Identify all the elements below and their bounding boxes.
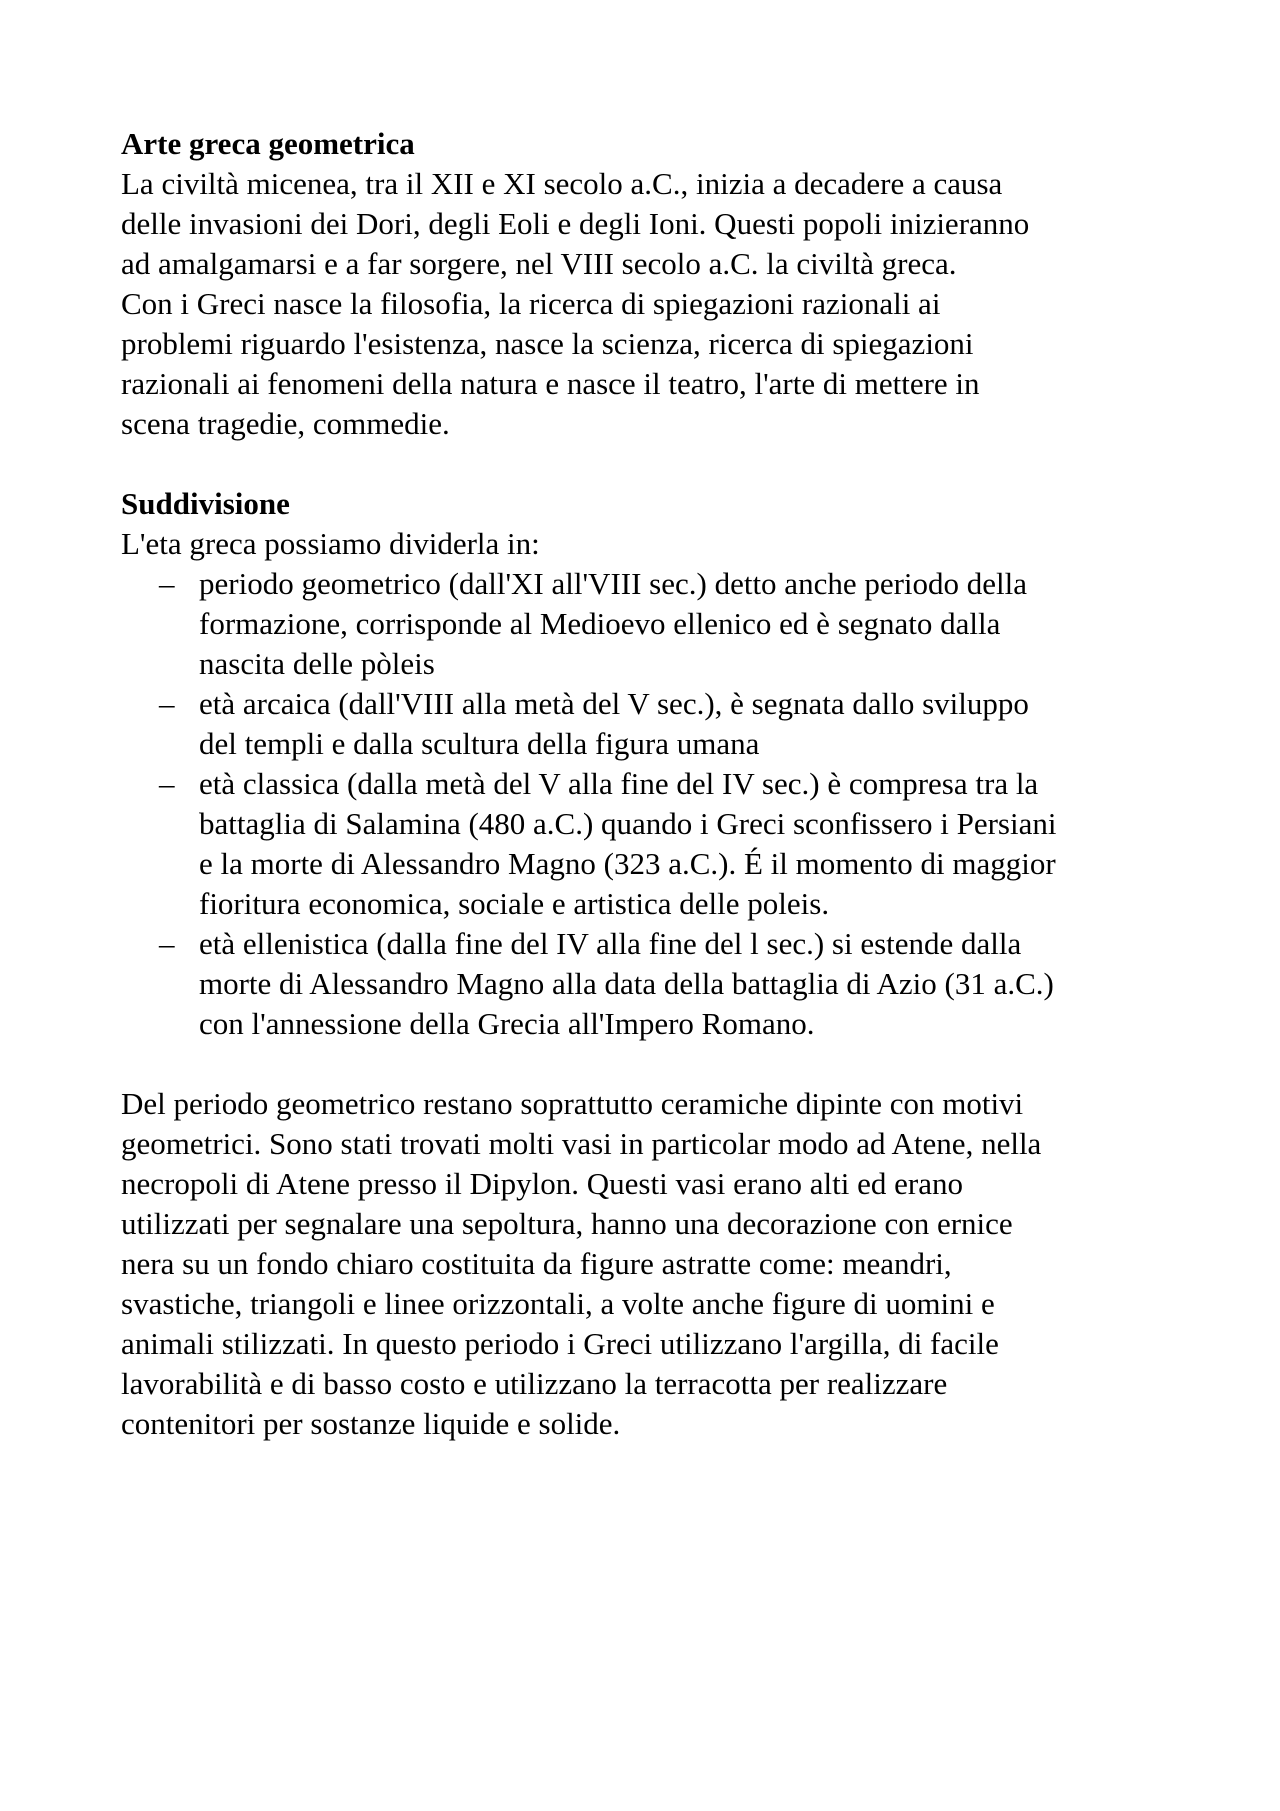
paragraph-spacer bbox=[121, 1044, 1181, 1084]
geometric-period-paragraph bbox=[121, 1084, 1181, 1444]
paragraph-line: geometrici. Sono stati trovati molti vasi in particolar modo ad Atene, nella bbox=[121, 1126, 1042, 1161]
list-item-eta-ellenistica bbox=[121, 924, 1181, 1044]
list-item-line: periodo geometrico (dall'XI all'VIII sec.) detto anche periodo della bbox=[199, 566, 1028, 601]
paragraph-line: ad amalgamarsi e a far sorgere, nel VIII secolo a.C. la civiltà greca. bbox=[121, 246, 957, 281]
document-content bbox=[121, 124, 1181, 1444]
list-item-line: battaglia di Salamina (480 a.C.) quando i Greci sconfissero i Persiani bbox=[199, 806, 1057, 841]
list-item-line: morte di Alessandro Magno alla data della battaglia di Azio (31 a.C.) bbox=[199, 966, 1054, 1001]
list-item-line: fioritura economica, sociale e artistica delle poleis. bbox=[199, 886, 830, 921]
paragraph-line: Con i Greci nasce la filosofia, la ricerca di spiegazioni razionali ai bbox=[121, 286, 941, 321]
dash-bullet: – bbox=[159, 926, 175, 961]
list-item-eta-classica bbox=[121, 764, 1181, 924]
section-title-suddivisione: Suddivisione bbox=[121, 486, 290, 521]
paragraph-line: lavorabilità e di basso costo e utilizzano la terracotta per realizzare bbox=[121, 1366, 948, 1401]
paragraph-line: problemi riguardo l'esistenza, nasce la scienza, ricerca di spiegazioni bbox=[121, 326, 974, 361]
list-item-line: età arcaica (dall'VIII alla metà del V sec.), è segnata dallo sviluppo bbox=[199, 686, 1029, 721]
dash-bullet: – bbox=[159, 766, 175, 801]
paragraph-line: razionali ai fenomeni della natura e nasce il teatro, l'arte di mettere in bbox=[121, 366, 980, 401]
list-intro: L'eta greca possiamo dividerla in: bbox=[121, 526, 540, 561]
paragraph-line: utilizzati per segnalare una sepoltura, hanno una decorazione con ernice bbox=[121, 1206, 1013, 1241]
paragraph-line: animali stilizzati. In questo periodo i Greci utilizzano l'argilla, di facile bbox=[121, 1326, 999, 1361]
paragraph-line: contenitori per sostanze liquide e solide. bbox=[121, 1406, 621, 1441]
list-item-line: formazione, corrisponde al Medioevo ellenico ed è segnato dalla bbox=[199, 606, 1001, 641]
dash-bullet: – bbox=[159, 566, 175, 601]
section-title-arte-greca-geometrica: Arte greca geometrica bbox=[121, 126, 415, 161]
list-item-line: nascita delle pòleis bbox=[199, 646, 435, 681]
paragraph-line: delle invasioni dei Dori, degli Eoli e degli Ioni. Questi popoli inizieranno bbox=[121, 206, 1030, 241]
dash-bullet: – bbox=[159, 686, 175, 721]
paragraph-line: nera su un fondo chiaro costituita da figure astratte come: meandri, bbox=[121, 1246, 952, 1281]
paragraph-spacer bbox=[121, 444, 1181, 484]
paragraph-line: necropoli di Atene presso il Dipylon. Questi vasi erano alti ed erano bbox=[121, 1166, 963, 1201]
paragraph-line: svastiche, triangoli e linee orizzontali, a volte anche figure di uomini e bbox=[121, 1286, 995, 1321]
list-item-line: con l'annessione della Grecia all'Impero Romano. bbox=[199, 1006, 815, 1041]
list-item-line: del templi e dalla scultura della figura umana bbox=[199, 726, 760, 761]
list-item-line: e la morte di Alessandro Magno (323 a.C.). É il momento di maggior bbox=[199, 846, 1056, 881]
intro-paragraph bbox=[121, 164, 1181, 444]
list-item-line: età ellenistica (dalla fine del IV alla fine del l sec.) si estende dalla bbox=[199, 926, 1022, 961]
list-item-periodo-geometrico bbox=[121, 564, 1181, 684]
list-item-eta-arcaica bbox=[121, 684, 1181, 764]
periods-list bbox=[121, 564, 1181, 1044]
paragraph-line: scena tragedie, commedie. bbox=[121, 406, 450, 441]
paragraph-line: Del periodo geometrico restano soprattutto ceramiche dipinte con motivi bbox=[121, 1086, 1024, 1121]
list-item-line: età classica (dalla metà del V alla fine del IV sec.) è compresa tra la bbox=[199, 766, 1039, 801]
paragraph-line: La civiltà micenea, tra il XII e XI secolo a.C., inizia a decadere a causa bbox=[121, 166, 1003, 201]
